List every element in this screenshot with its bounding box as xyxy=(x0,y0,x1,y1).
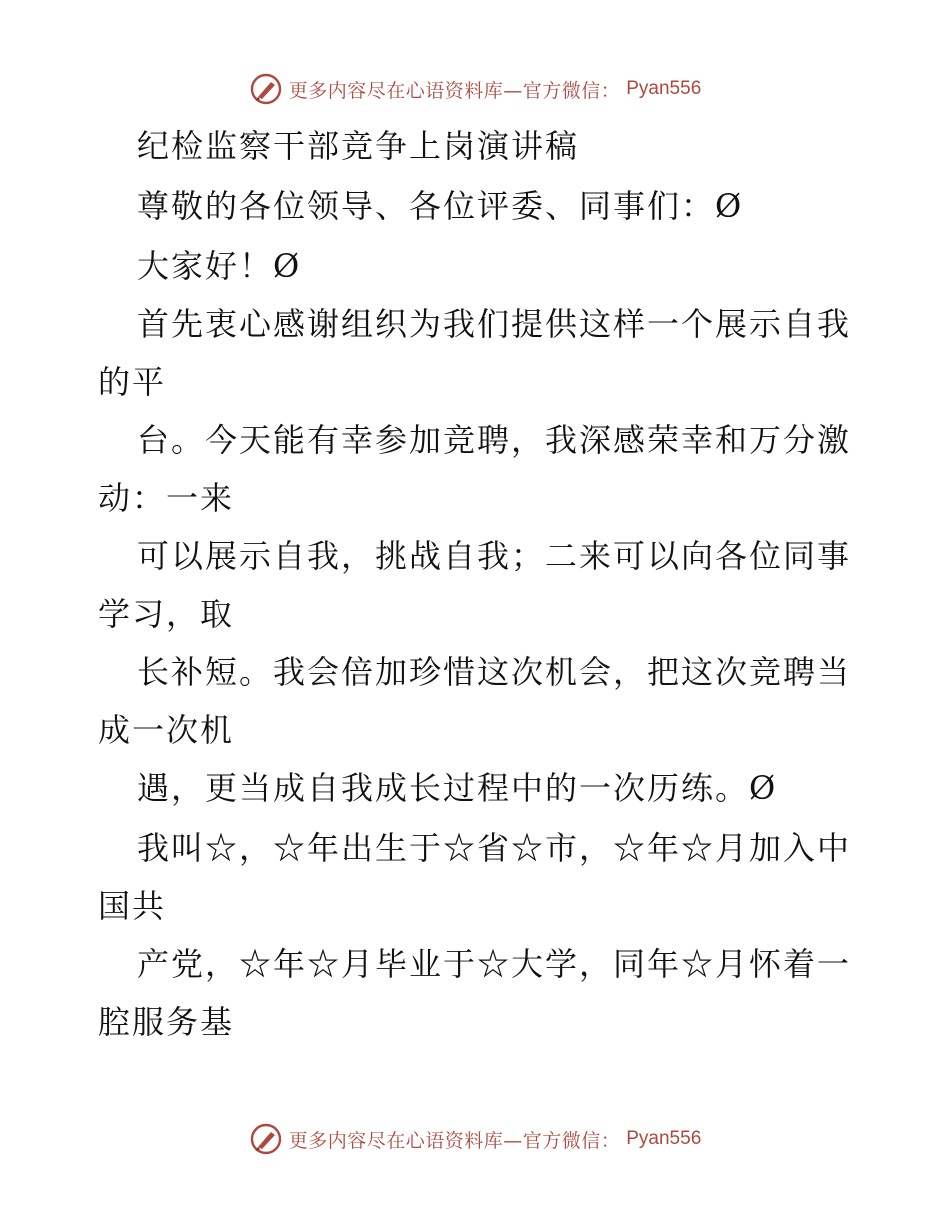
text-line: 可以展示自我，挑战自我；二来可以向各位同事 xyxy=(137,537,852,575)
text-line: 长补短。我会倍加珍惜这次机会，把这次竞聘当 xyxy=(137,653,852,691)
text-line: 成一次机 xyxy=(98,711,235,749)
document-title: 纪检监察干部竞争上岗演讲稿 xyxy=(137,127,580,165)
text-line: 尊敬的各位领导、各位评委、同事们：Ø xyxy=(137,187,744,225)
watermark-text: 更多内容尽在心语资料库—官方微信： xyxy=(288,79,621,102)
text-line: 产党，☆年☆月毕业于☆大学，同年☆月怀着一 xyxy=(137,945,852,983)
text-line: 首先衷心感谢组织为我们提供这样一个展示自我 xyxy=(137,305,852,343)
pen-logo-icon xyxy=(249,72,283,106)
text-line: 动：一来 xyxy=(98,479,235,517)
text-line: 我叫☆，☆年出生于☆省☆市，☆年☆月加入中 xyxy=(137,829,852,867)
text-line: 台。今天能有幸参加竞聘，我深感荣幸和万分激 xyxy=(137,421,852,459)
text-line: 腔服务基 xyxy=(98,1003,235,1041)
text-line: 学习，取 xyxy=(98,595,235,633)
footer-watermark xyxy=(0,1122,950,1156)
watermark-wechat-id: Pyan556 xyxy=(626,1128,702,1149)
text-line: 遇，更当成自我成长过程中的一次历练。Ø xyxy=(137,769,778,807)
text-line: 大家好！Ø xyxy=(137,247,302,285)
pen-logo-icon xyxy=(249,1122,283,1156)
text-line: 国共 xyxy=(98,887,167,925)
header-watermark xyxy=(0,72,950,106)
watermark-wechat-id: Pyan556 xyxy=(626,78,702,99)
watermark-text: 更多内容尽在心语资料库—官方微信： xyxy=(288,1129,621,1152)
text-line: 的平 xyxy=(98,363,167,401)
